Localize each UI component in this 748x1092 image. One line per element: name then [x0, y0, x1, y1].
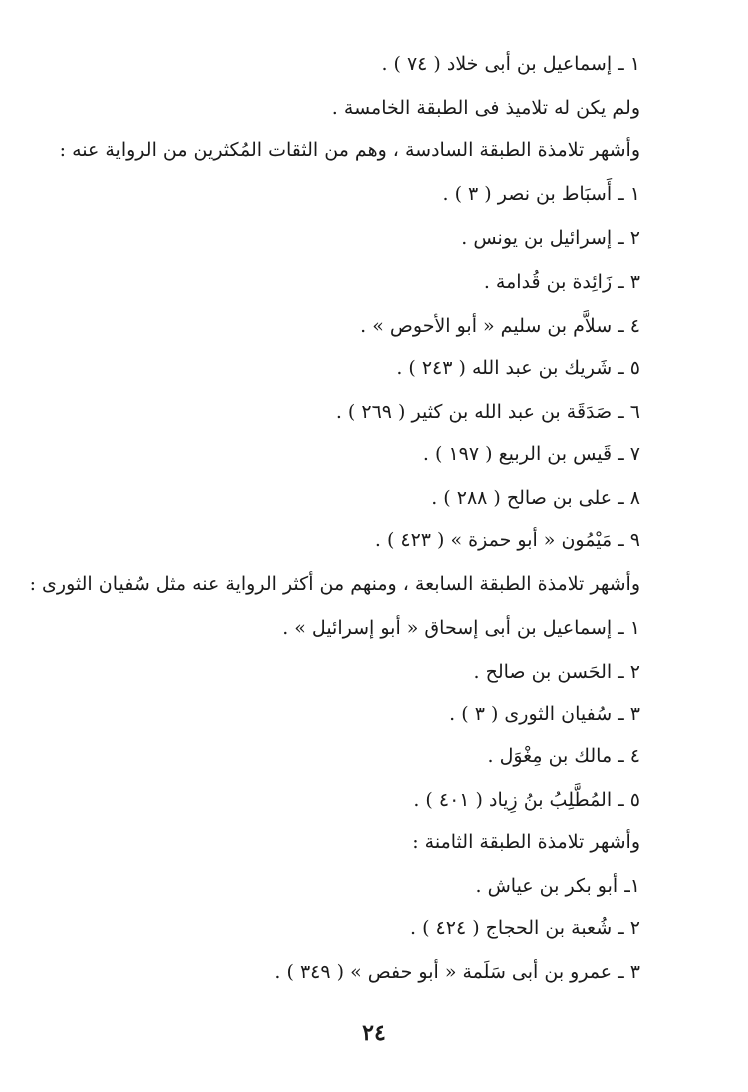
text-line-2: ولم يكن له تلاميذ فى الطبقة الخامسة . [331, 97, 640, 119]
text-line-19: وأشهر تلامذة الطبقة الثامنة : [412, 831, 640, 853]
text-line-22: ٣ ـ عمرو بن أبى سَلَمة « أبو حفص » ( ٣٤٩ ) . [274, 961, 640, 983]
text-line-12: ٩ ـ مَيْمُون « أبو حمزة » ( ٤٢٣ ) . [374, 529, 640, 551]
text-line-10: ٧ ـ قَيس بن الربيع ( ١٩٧ ) . [422, 443, 640, 465]
text-line-5: ٢ ـ إسرائيل بن يونس . [461, 227, 640, 249]
text-line-17: ٤ ـ مالك بن مِغْوَل . [487, 745, 640, 767]
text-line-4: ١ ـ أَسبَاط بن نصر ( ٣ ) . [442, 183, 640, 205]
text-line-11: ٨ ـ على بن صالح ( ٢٨٨ ) . [431, 487, 640, 509]
text-line-1: ١ ـ إسماعيل بن أبى خلاد ( ٧٤ ) . [381, 53, 640, 75]
text-line-9: ٦ ـ صَدَقَة بن عبد الله بن كثير ( ٢٦٩ ) . [335, 401, 640, 423]
text-line-14: ١ ـ إسماعيل بن أبى إسحاق « أبو إسرائيل » . [282, 617, 640, 639]
text-line-6: ٣ ـ زَائِدة بن قُدامة . [483, 271, 640, 293]
text-line-8: ٥ ـ شَريك بن عبد الله ( ٢٤٣ ) . [396, 357, 640, 379]
text-line-16: ٣ ـ سُفيان الثورى ( ٣ ) . [449, 703, 640, 725]
text-line-7: ٤ ـ سلاَّم بن سليم « أبو الأحوص » . [360, 315, 640, 337]
page-number: ٢٤ [362, 1020, 386, 1046]
text-line-20: ١ـ أبو بكر بن عياش . [475, 875, 640, 897]
text-line-15: ٢ ـ الحَسن بن صالح . [473, 661, 640, 683]
text-line-21: ٢ ـ شُعبة بن الحجاج ( ٤٢٤ ) . [410, 917, 640, 939]
text-line-13: وأشهر تلامذة الطبقة السابعة ، ومنهم من أكثر الرواية عنه مثل سُفيان الثورى : [29, 573, 640, 595]
text-line-3: وأشهر تلامذة الطبقة السادسة ، وهم من الثقات المُكثرين من الرواية عنه : [59, 139, 640, 161]
text-line-18: ٥ ـ المُطَّلِبُ بنُ زِياد ( ٤٠١ ) . [413, 789, 640, 811]
